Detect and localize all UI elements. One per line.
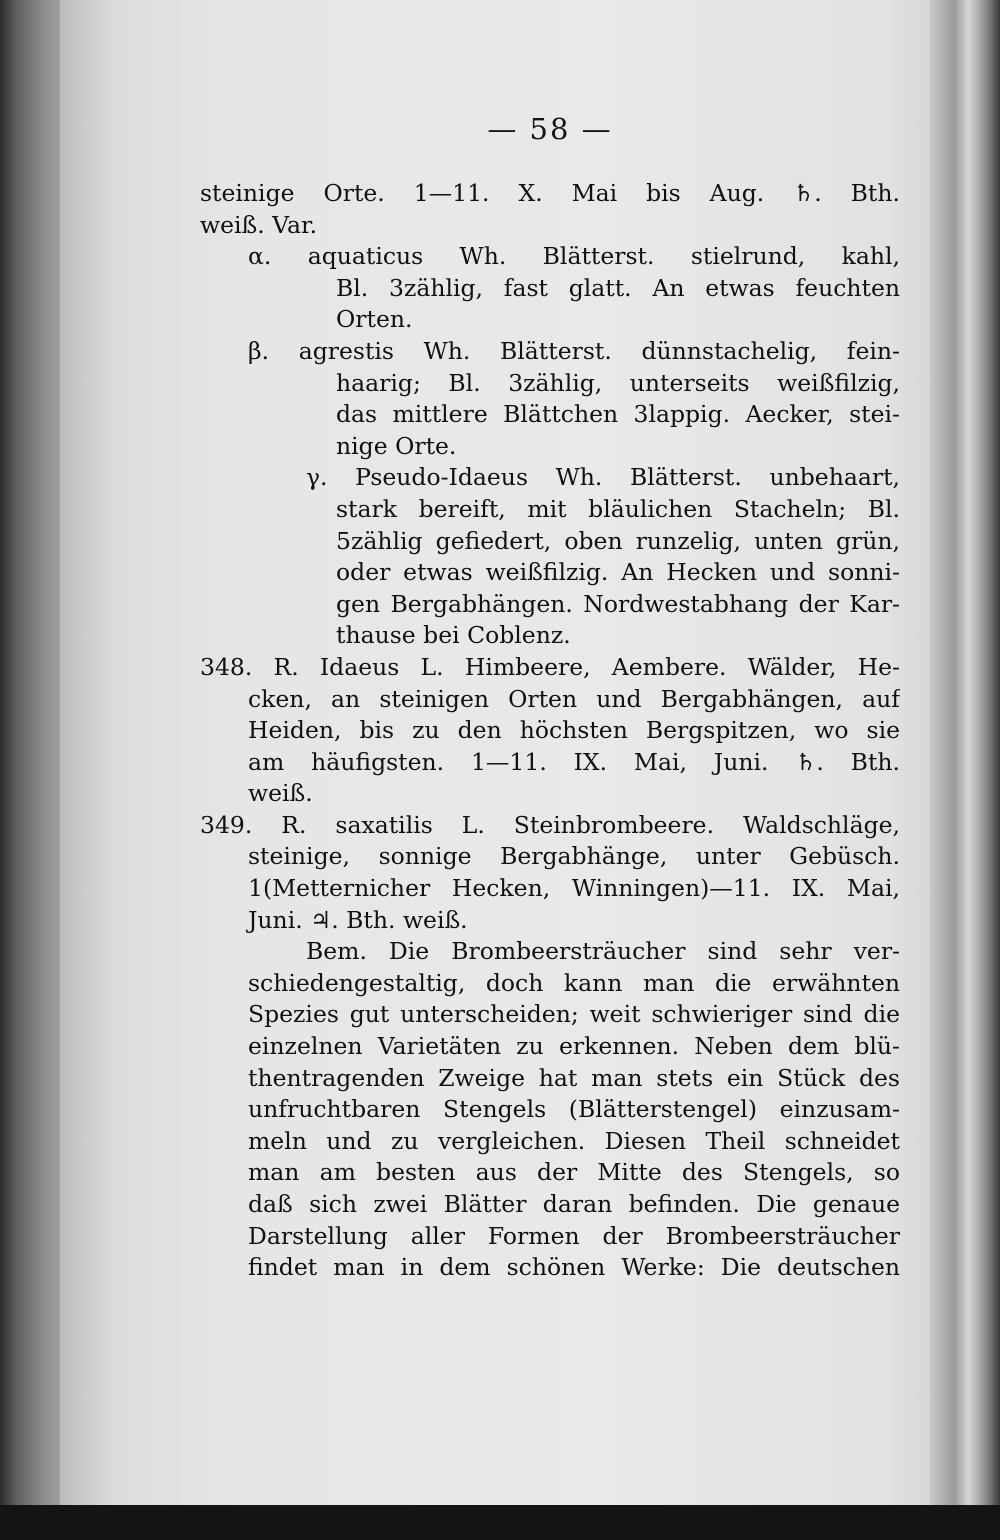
text-line: haarig; Bl. 3zählig, unterseits weißfilzig,: [336, 368, 900, 397]
text-line: weiß.: [248, 779, 313, 808]
right-page-edge: [930, 0, 1000, 1540]
text-line: α. aquaticus Wh. Blätterst. stielrund, kahl,: [248, 242, 900, 271]
scan-background: [0, 1505, 1000, 1540]
page-number: — 58 —: [487, 112, 613, 146]
text-line: Spezies gut unterscheiden; weit schwieriger sind die: [248, 1000, 900, 1029]
text-line: 348. R. Idaeus L. Himbeere, Aembere. Wälder, He-: [200, 652, 900, 681]
text-line: unfruchtbaren Stengels (Blätterstengel) einzusam-: [248, 1095, 900, 1124]
text-line: Orten.: [336, 305, 413, 334]
text-line: γ. Pseudo-Idaeus Wh. Blätterst. unbehaart,: [306, 463, 900, 492]
text-line: thentragenden Zweige hat man stets ein Stück des: [248, 1063, 900, 1092]
text-line: schiedengestaltig, doch kann man die erwähnten: [248, 968, 900, 997]
text-line: weiß. Var.: [200, 210, 318, 239]
text-line: man am besten aus der Mitte des Stengels, so: [248, 1158, 900, 1187]
text-line: 5zählig gefiedert, oben runzelig, unten grün,: [336, 526, 900, 555]
body-text: [200, 178, 900, 1284]
text-line: 349. R. saxatilis L. Steinbrombeere. Waldschläge,: [200, 810, 900, 839]
text-line: stark bereift, mit bläulichen Stacheln; Bl.: [336, 494, 900, 523]
text-line: daß sich zwei Blätter daran befinden. Die genaue: [248, 1190, 900, 1218]
text-line: Heiden, bis zu den höchsten Bergspitzen, wo sie: [248, 716, 900, 745]
text-line: thause bei Coblenz.: [336, 621, 571, 650]
text-line: steinige Orte. 1—11. X. Mai bis Aug. ♄. Bth.: [200, 179, 900, 207]
text-line: einzelnen Varietäten zu erkennen. Neben dem blü-: [248, 1032, 900, 1061]
text-line: Bem. Die Brombeersträucher sind sehr ver-: [306, 937, 900, 966]
text-line: 1(Metternicher Hecken, Winningen)—11. IX. Mai,: [248, 874, 900, 903]
text-line: gen Bergabhängen. Nordwestabhang der Kar-: [336, 589, 900, 618]
text-line: oder etwas weißfilzig. An Hecken und sonni-: [336, 558, 900, 587]
text-line: nige Orte.: [336, 431, 457, 460]
text-line: Juni. ♃. Bth. weiß.: [248, 905, 468, 934]
text-line: das mittlere Blättchen 3lappig. Aecker, stei-: [336, 400, 900, 429]
text-line: cken, an steinigen Orten und Bergabhängen, auf: [248, 684, 900, 713]
text-line: am häufigsten. 1—11. IX. Mai, Juni. ♄. Bth.: [248, 747, 900, 776]
text-line: β. agrestis Wh. Blätterst. dünnstachelig, fein-: [248, 336, 900, 365]
text-line: Bl. 3zählig, fast glatt. An etwas feuchten: [336, 273, 900, 302]
text-line: meln und zu vergleichen. Diesen Theil schneidet: [248, 1126, 900, 1155]
text-line: findet man in dem schönen Werke: Die deutschen: [248, 1253, 900, 1282]
text-line: Darstellung aller Formen der Brombeersträucher: [248, 1221, 900, 1250]
text-line: steinige, sonnige Bergabhänge, unter Gebüsch.: [248, 842, 900, 871]
